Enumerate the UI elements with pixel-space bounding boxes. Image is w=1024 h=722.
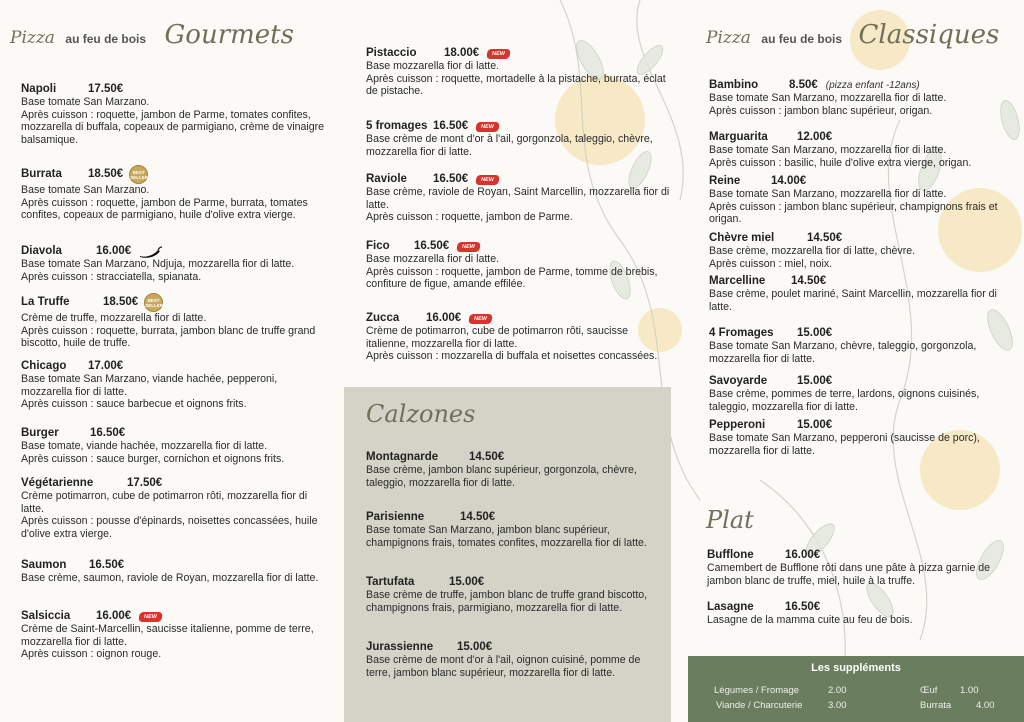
menu-item-price: 17.00€ [88,360,124,372]
menu-item-name: Parisienne [366,511,425,523]
new-badge: NEW [475,122,499,132]
supplement-label: Légumes / Fromage [714,685,800,696]
menu-item-description: Base crème, raviole de Royan, Saint Marcellin, mozzarella fior di latte. Après cuisson : roquette, jambon de Parme. [366,186,670,224]
menu-item-header [366,240,671,253]
menu-item-name: La Truffe [21,296,70,308]
menu-item-header [709,419,1009,432]
menu-item-price: 15.00€ [797,419,833,431]
menu-item [366,576,666,641]
menu-item-header [707,601,1012,614]
gourmet-heading-title: Gourmets [164,20,294,50]
menu-item-description: Base crème, saumon, raviole de Royan, mozzarella fior di latte. [21,572,319,584]
menu-item-description: Base tomate San Marzano. Après cuisson : roquette, jambon de Parme, burrata, tomates confites, copeaux de parmigiano, huile d'olive extra vierge. [21,184,308,222]
menu-item-header [366,511,666,524]
menu-item-name: Reine [709,175,741,187]
menu-item-name: Tartufata [366,576,415,588]
menu-item-price: 16.00€ [426,312,462,324]
menu-item-price: 16.50€ [414,240,450,252]
menu-item-name: Napoli [21,83,57,95]
gourmet-heading-subtitle: au feu de bois [65,32,147,46]
menu-item [21,165,326,245]
menu-item-price: 18.00€ [444,47,480,59]
new-badge: NEW [468,314,492,324]
menu-item-header [366,641,666,654]
supplements-panel [688,656,1024,722]
menu-item-name: Chèvre miel [709,232,775,244]
menu-item-name: Fico [366,240,390,252]
menu-item-description: Base crème, poulet mariné, Saint Marcellin, mozzarella fior di latte. [709,288,997,313]
menu-item-name: Jurassienne [366,641,434,653]
menu-item-header [709,175,1009,188]
menu-item-description: Base crème de truffe, jambon blanc de truffe grand biscotto, champignons frais, parmigiano, mozzarella fior di latte. [366,589,648,614]
menu-item [709,131,1009,175]
menu-item-header [366,173,671,186]
menu-item-price: 14.00€ [771,175,807,187]
classic-heading [706,20,999,50]
menu-item-name: Bufflone [707,549,754,561]
menu-item-price: 16.00€ [785,549,821,561]
menu-item [21,427,326,477]
menu-item [21,245,326,293]
menu-item [21,559,326,610]
menu-item-header [709,327,1009,340]
calzone-heading: Calzones [366,400,476,428]
menu-item-header [709,375,1009,388]
menu-item-description: Base mozzarella fior di latte. Après cuisson : roquette, jambon de Parme, tomme de brebis, confiture de figue, amande effilée. [366,253,658,291]
menu-item-price: 14.50€ [469,451,505,463]
supplement-label: Burrata [920,700,952,711]
menu-item-name: Raviole [366,173,407,185]
menu-item [709,375,1009,419]
menu-item-price: 16.00€ [96,610,132,622]
menu-item-description: Crème de potimarron, cube de potimarron rôti, saucisse italienne, mozzarella fior di latte. Après cuisson : mozzarella di buffala et noisettes concassées. [366,325,658,363]
menu-item-description: Base crème de mont d'or à l'ail, gorgonzola, taleggio, chèvre, mozzarella fior di latte. [366,133,653,158]
menu-item-description: Base tomate San Marzano, mozzarella fior di latte. Après cuisson : basilic, huile d'olive extra vierge, origan. [709,144,972,169]
menu-item-name: 5 fromages [366,120,428,132]
menu-item [366,120,671,173]
menu-item [366,47,671,120]
supplement-price: 1.00 [960,685,979,696]
menu-item [366,641,666,706]
new-badge: NEW [138,612,162,622]
menu-item-price: 15.00€ [797,375,833,387]
menu-item-name: Montagnarde [366,451,439,463]
gourmet-heading [10,20,294,50]
chili-pepper-icon [138,246,162,258]
menu-item-name: Salsiccia [21,610,71,622]
menu-item-description: Base crème, jambon blanc supérieur, gorgonzola, chèvre, taleggio, mozzarella fior di latte. [366,464,637,489]
menu-item-name: Diavola [21,245,62,257]
menu-item-header [366,312,671,325]
gourmet-heading-pizza: Pizza [10,28,55,48]
menu-item-price: 14.50€ [791,275,827,287]
menu-item-description: Base crème de mont d'or à l'ail, oignon cuisiné, pomme de terre, jambon blanc supérieur, mozzarella fior di latte. [366,654,641,679]
classic-heading-subtitle: au feu de bois [761,32,843,46]
menu-item-name: Burrata [21,168,62,180]
menu-item-description: Lasagne de la mamma cuite au feu de bois. [707,614,913,626]
plat-heading: Plat [706,506,754,534]
menu-item-description: Crème potimarron, cube de potimarron rôti, mozzarella fior di latte. Après cuisson : pousse d'épinards, noisettes concassées, huile d'olive extra vierge. [21,490,318,540]
menu-item-price: 14.50€ [460,511,496,523]
menu-item-header [21,559,326,572]
menu-item-description: Crème de Saint-Marcellin, saucisse italienne, pomme de terre, mozzarella fior di latte. Après cuisson : oignon rouge. [21,623,314,661]
menu-item-name: Marguarita [709,131,768,143]
menu-item-price: 16.50€ [89,559,125,571]
menu-item-name: Zucca [366,312,400,324]
menu-item-description: Base tomate San Marzano, jambon blanc supérieur, champignons frais, tomates confites, mozzarella fior di latte. [366,524,647,549]
menu-item-description: Base tomate San Marzano. Après cuisson : roquette, jambon de Parme, tomates confites, mozzarella di buffala, copeaux de parmigiano, crème de vinaigre balsamique. [21,96,325,146]
menu-item-price: 16.00€ [96,245,132,257]
new-badge: NEW [486,49,510,59]
menu-item-price: 16.50€ [785,601,821,613]
menu-item-name: 4 Fromages [709,327,774,339]
new-pizza-list [366,47,671,388]
menu-item-price: 8.50€ [789,79,818,91]
classic-pizza-list [709,79,1009,461]
menu-item-header [21,610,326,623]
menu-item-description: Base tomate San Marzano, pepperoni (saucisse de porc), mozzarella fior di latte. [709,432,980,457]
menu-item-header [21,427,326,440]
menu-item-description: Camembert de Bufflone rôti dans une pâte à pizza garnie de jambon blanc de truffe, miel, huile à la truffe. [707,562,991,587]
menu-item-header [21,293,326,312]
gourmet-pizza-list [21,83,326,674]
new-badge: NEW [456,242,480,252]
menu-item [707,549,1012,601]
menu-item-description: Crème de truffe, mozzarella fior di latte. Après cuisson : roquette, burrata, jambon blanc de truffe grand biscotto, huile de truffe. [21,312,316,350]
classic-heading-title: Classiques [858,20,1000,50]
menu-item-header [707,549,1012,562]
menu-item [709,79,1009,131]
menu-item-description: Base crème, mozzarella fior di latte, chèvre. Après cuisson : miel, noix. [709,245,916,270]
menu-item-price: 18.50€ [88,168,124,180]
menu-item-name: Savoyarde [709,375,768,387]
best-seller-badge: BEST SELLER [144,293,163,312]
menu-item-description: Base tomate San Marzano, mozzarella fior di latte. Après cuisson : jambon blanc supérieur, champignons frais et origan. [709,188,998,226]
supplement-price: 4.00 [976,700,995,711]
menu-item-header [366,120,671,133]
menu-item [366,451,666,511]
classic-heading-pizza: Pizza [706,28,751,48]
calzone-list [366,451,666,706]
menu-item-header [366,451,666,464]
menu-item [366,240,671,312]
supplement-label: Œuf [920,685,938,696]
menu-item-description: Base tomate San Marzano, Ndjuja, mozzarella fior di latte. Après cuisson : stracciatella, spianata. [21,258,295,283]
menu-item-name: Bambino [709,79,759,91]
menu-item-name: Burger [21,427,59,439]
menu-item-price: 16.50€ [90,427,126,439]
menu-item-header [366,47,671,60]
menu-item [21,610,326,674]
menu-item-price: 15.00€ [457,641,493,653]
menu-item-name: Pepperoni [709,419,766,431]
menu-item-price: 14.50€ [807,232,843,244]
menu-item-description: Base tomate San Marzano, viande hachée, pepperoni, mozzarella fior di latte. Après cuisson : sauce barbecue et oignons frits. [21,373,278,411]
menu-item-name: Pistaccio [366,47,417,59]
menu-item-header [21,83,326,96]
menu-item [709,232,1009,275]
menu-item [709,175,1009,232]
plat-list [707,549,1012,631]
menu-item-price: 17.50€ [127,477,163,489]
menu-item-price: 12.00€ [797,131,833,143]
menu-item [709,419,1009,461]
menu-item-header [21,245,326,258]
menu-item [366,312,671,388]
menu-item-price: 16.50€ [433,173,469,185]
menu-item [21,293,326,360]
menu-item [709,275,1009,327]
menu-item-price: 15.00€ [449,576,485,588]
menu-item-header [709,131,1009,144]
menu-item-description: Base mozzarella fior di latte. Après cuisson : roquette, mortadelle à la pistache, burrata, éclat de pistache. [366,60,666,98]
menu-item-header [709,79,1009,92]
menu-item-header [709,232,1009,245]
new-badge: NEW [475,175,499,185]
menu-item-note: (pizza enfant -12ans) [825,80,920,91]
menu-item-price: 17.50€ [88,83,124,95]
menu-item-description: Base tomate, viande hachée, mozzarella fior di latte. Après cuisson : sauce burger, cornichon et oignons frits. [21,440,285,465]
menu-item-name: Saumon [21,559,67,571]
menu-item [21,83,326,165]
menu-item-header [366,576,666,589]
menu-item [366,173,671,240]
menu-item [21,360,326,427]
menu-item-description: Base tomate San Marzano, chèvre, taleggio, gorgonzola, mozzarella fior di latte. [709,340,977,365]
best-seller-badge: BEST SELLER [129,165,148,184]
menu-item-header [21,165,326,184]
menu-item-price: 18.50€ [103,296,139,308]
menu-item-price: 16.50€ [433,120,469,132]
menu-item [21,477,326,559]
menu-item-header [709,275,1009,288]
menu-item-name: Marcelline [709,275,766,287]
supplements-title: Les suppléments [811,662,901,674]
menu-item [707,601,1012,631]
menu-item-name: Chicago [21,360,67,372]
supplement-label: Viande / Charcuterie [716,700,803,711]
menu-item-header [21,477,326,490]
supplement-price: 2.00 [828,685,847,696]
supplement-price: 3.00 [828,700,847,711]
menu-item-name: Végétarienne [21,477,94,489]
menu-item-description: Base tomate San Marzano, mozzarella fior di latte. Après cuisson : jambon blanc supérieur, origan. [709,92,947,117]
menu-item-price: 15.00€ [797,327,833,339]
menu-item-name: Lasagne [707,601,754,613]
menu-item [709,327,1009,375]
menu-item-header [21,360,326,373]
menu-item [366,511,666,576]
menu-item-description: Base crème, pommes de terre, lardons, oignons cuisinés, taleggio, mozzarella fior di latte. [709,388,980,413]
